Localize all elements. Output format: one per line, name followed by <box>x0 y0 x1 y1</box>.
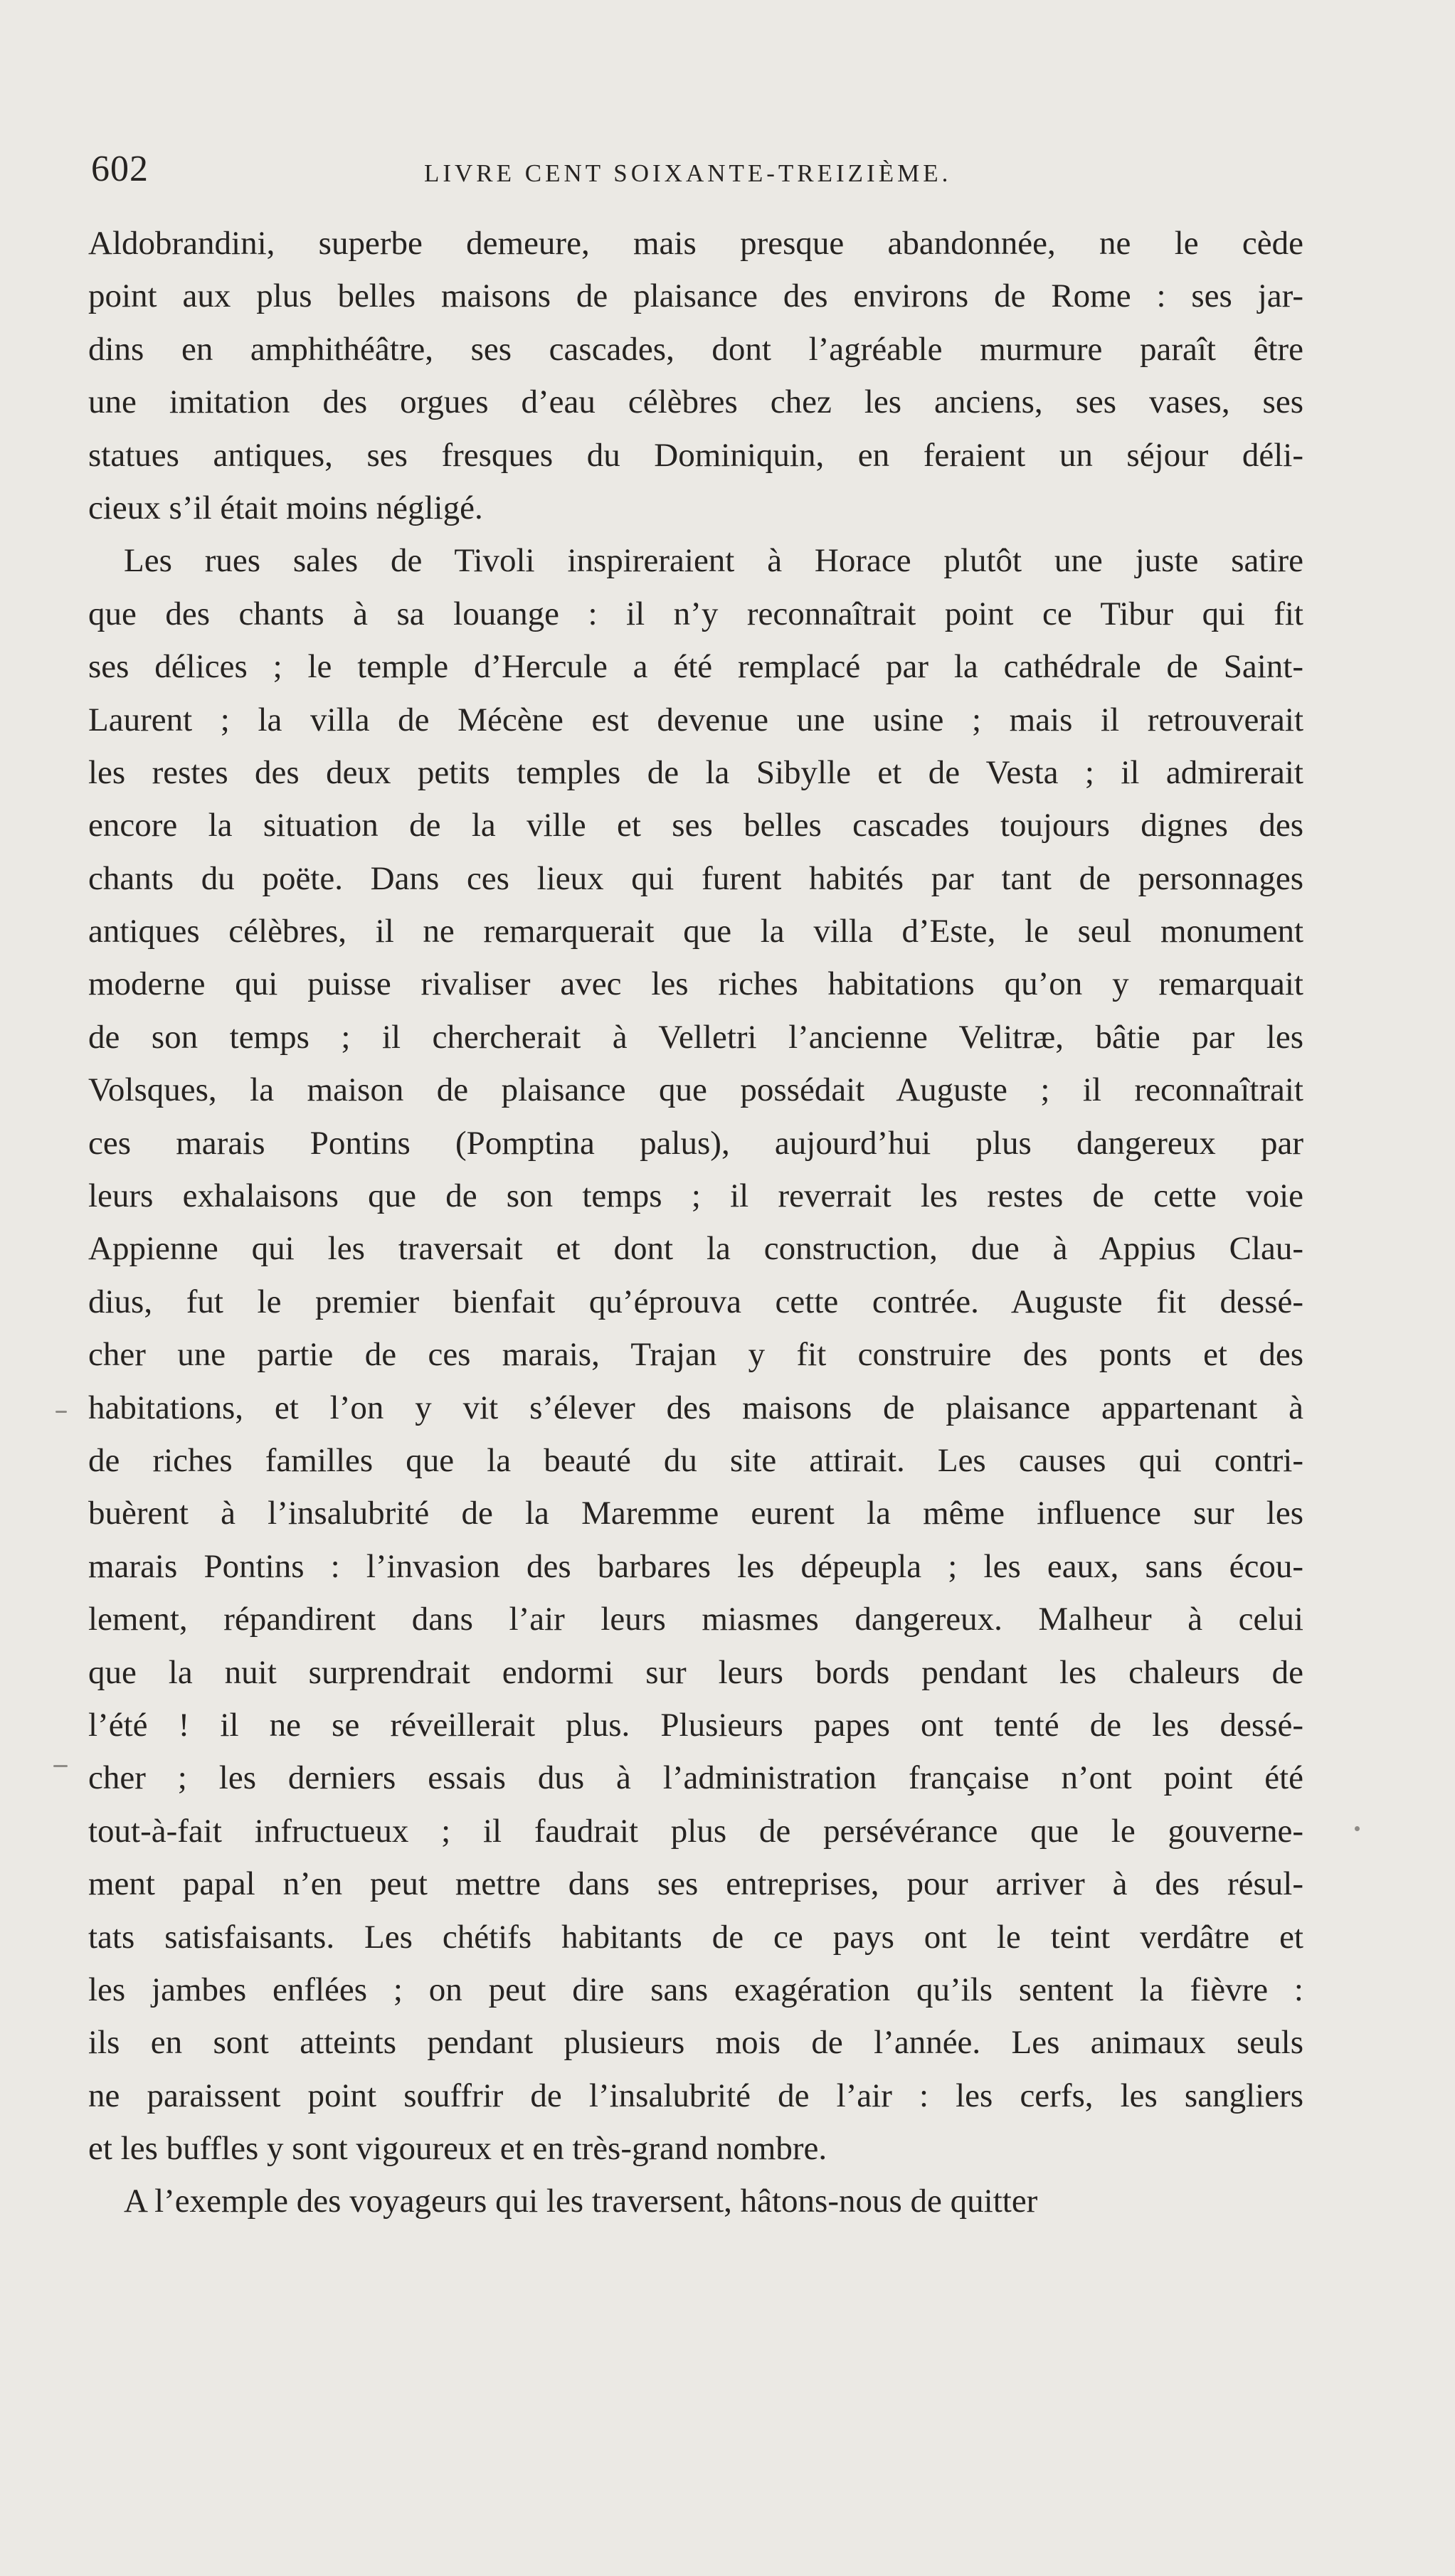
text-line: cieux s’il était moins négligé. <box>88 489 483 526</box>
text-line: que la nuit surprendrait endormi sur leurs bords pendant les chaleurs de <box>88 1653 1303 1691</box>
print-speck <box>1355 1826 1360 1831</box>
text-line: habitations, et l’on y vit s’élever des maisons de plaisance appartenant à <box>88 1389 1303 1426</box>
paragraph-start: Les rues sales de Tivoli inspireraient à Horace plutôt une juste satire <box>124 542 1303 580</box>
text-line: point aux plus belles maisons de plaisance des environs de Rome : ses jar- <box>88 277 1303 315</box>
text-line: Appienne qui les traversait et dont la construction, due à Appius Clau- <box>88 1230 1303 1268</box>
text-line: de riches familles que la beauté du site attirait. Les causes qui contri- <box>88 1441 1303 1479</box>
text-line: dins en amphithéâtre, ses cascades, dont l’agréable murmure paraît être <box>88 330 1303 368</box>
text-line: tats satisfaisants. Les chétifs habitants de ce pays ont le teint verdâtre et <box>88 1918 1303 1956</box>
text-line: statues antiques, ses fresques du Dominiquin, en feraient un séjour déli- <box>88 436 1303 474</box>
text-line: Aldobrandini, superbe demeure, mais presque abandonnée, ne le cède <box>88 225 1303 262</box>
text-line: dius, fut le premier bienfait qu’éprouva cette contrée. Auguste fit dessé- <box>88 1283 1303 1320</box>
text-line: et les buffles y sont vigoureux et en très-grand nombre. <box>88 2130 827 2168</box>
text-line: ne paraissent point souffrir de l’insalubrité de l’air : les cerfs, les sangliers <box>88 2077 1303 2114</box>
text-line: cher une partie de ces marais, Trajan y fit construire des ponts et des <box>88 1336 1303 1374</box>
print-speck <box>53 1765 68 1767</box>
text-line: encore la situation de la ville et ses belles cascades toujours dignes des <box>88 807 1303 844</box>
text-line: antiques célèbres, il ne remarquerait que la villa d’Este, le seul monument <box>88 913 1303 950</box>
text-line: buèrent à l’insalubrité de la Maremme eurent la même influence sur les <box>88 1495 1303 1532</box>
text-line: lement, répandirent dans l’air leurs miasmes dangereux. Malheur à celui <box>88 1601 1303 1638</box>
running-head: LIVRE CENT SOIXANTE-TREIZIÈME. <box>424 159 952 187</box>
text-line: ses délices ; le temple d’Hercule a été remplacé par la cathédrale de Saint- <box>88 648 1303 686</box>
body-text <box>88 217 1303 2228</box>
text-line: les jambes enflées ; on peut dire sans exagération qu’ils sentent la fièvre : <box>88 1971 1303 2008</box>
text-line: Laurent ; la villa de Mécène est devenue une usine ; mais il retrouverait <box>88 701 1303 738</box>
text-line: marais Pontins : l’invasion des barbares les dépeupla ; les eaux, sans écou- <box>88 1547 1303 1585</box>
text-line: moderne qui puisse rivaliser avec les riches habitations qu’on y remarquait <box>88 965 1303 1003</box>
text-line: de son temps ; il chercherait à Velletri l’ancienne Velitræ, bâtie par les <box>88 1018 1303 1056</box>
text-line: ment papal n’en peut mettre dans ses entreprises, pour arriver à des résul- <box>88 1865 1303 1903</box>
text-line: ils en sont atteints pendant plusieurs mois de l’année. Les animaux seuls <box>88 2024 1303 2062</box>
text-line: les restes des deux petits temples de la Sibylle et de Vesta ; il admirerait <box>88 753 1303 791</box>
text-line: tout-à-fait infructueux ; il faudrait plus de persévérance que le gouverne- <box>88 1812 1303 1850</box>
text-line: leurs exhalaisons que de son temps ; il reverrait les restes de cette voie <box>88 1177 1303 1215</box>
text-line: une imitation des orgues d’eau célèbres chez les anciens, ses vases, ses <box>88 383 1303 421</box>
page-number: 602 <box>91 149 149 189</box>
paragraph-start: A l’exemple des voyageurs qui les traversent, hâtons-nous de quitter <box>124 2183 1038 2220</box>
text-line: l’été ! il ne se réveillerait plus. Plusieurs papes ont tenté de les dessé- <box>88 1706 1303 1744</box>
print-speck <box>55 1411 67 1413</box>
text-line: ces marais Pontins (Pomptina palus), aujourd’hui plus dangereux par <box>88 1124 1303 1162</box>
text-line: que des chants à sa louange : il n’y reconnaîtrait point ce Tibur qui fit <box>88 595 1303 632</box>
text-line: Volsques, la maison de plaisance que possédait Auguste ; il reconnaîtrait <box>88 1071 1303 1109</box>
text-line: chants du poëte. Dans ces lieux qui furent habités par tant de personnages <box>88 859 1303 897</box>
text-line: cher ; les derniers essais dus à l’administration française n’ont point été <box>88 1759 1303 1797</box>
